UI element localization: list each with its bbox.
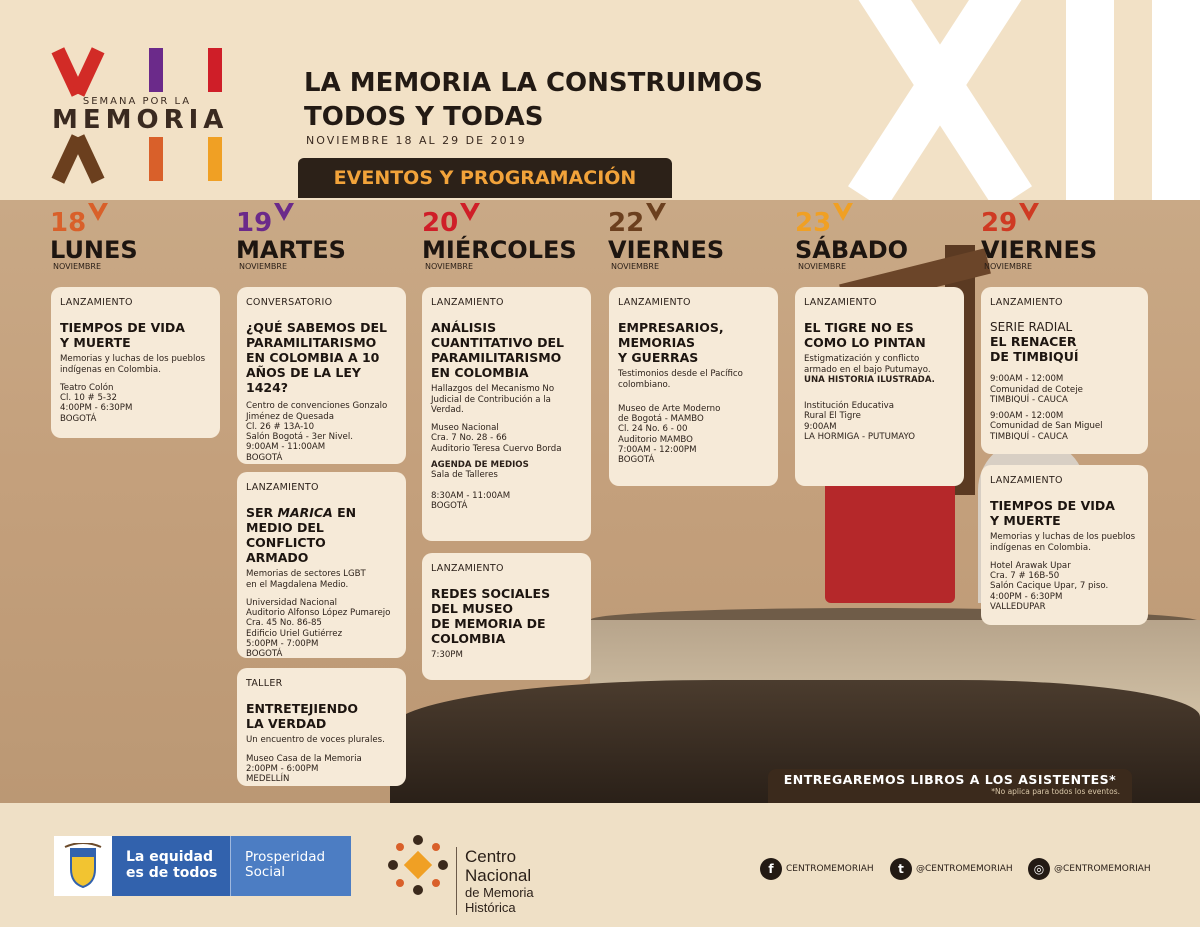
twitter-icon[interactable]: t bbox=[890, 858, 912, 880]
event-title: SER MARICA EN MEDIO DEL CONFLICTO ARMADO bbox=[246, 505, 357, 566]
social-handle[interactable]: CENTROMEMORIAH bbox=[786, 864, 874, 874]
event-type: CONVERSATORIO bbox=[246, 297, 333, 308]
cnmh-logo bbox=[386, 833, 586, 915]
cnmh-name-1: Centro Nacional bbox=[465, 847, 532, 885]
event-card-lunes-1 bbox=[51, 287, 220, 438]
event-location: Teatro Colón Cl. 10 # 5-32 4:00PM - 6:30PM BOGOTÁ bbox=[60, 382, 133, 424]
day-header-29 bbox=[981, 210, 1161, 271]
facebook-icon[interactable]: f bbox=[760, 858, 782, 880]
event-description: Memorias y luchas de los pueblos indígenas en Colombia. bbox=[60, 354, 206, 375]
books-note: *No aplica para todos los eventos. bbox=[991, 787, 1120, 796]
event-description: Un encuentro de voces plurales. bbox=[246, 735, 385, 746]
event-dates: NOVIEMBRE 18 AL 29 DE 2019 bbox=[306, 134, 527, 147]
chevron-v-icon bbox=[459, 203, 481, 221]
chevron-v-icon bbox=[1018, 203, 1040, 221]
books-banner bbox=[768, 769, 1132, 803]
day-name: MARTES bbox=[236, 236, 346, 264]
day-month: NOVIEMBRE bbox=[798, 262, 847, 271]
chevron-v-icon bbox=[273, 203, 295, 221]
event-location: Museo Nacional Cra. 7 No. 28 - 66 Auditorio Teresa Cuervo Borda bbox=[431, 423, 562, 454]
logo-small-text: SEMANA POR LA bbox=[82, 96, 192, 107]
day-name: SÁBADO bbox=[795, 236, 909, 264]
day-month: NOVIEMBRE bbox=[611, 262, 660, 271]
event-type: LANZAMIENTO bbox=[618, 297, 691, 308]
event-type: LANZAMIENTO bbox=[60, 297, 133, 308]
colombia-shield-icon bbox=[54, 836, 112, 896]
day-header-22 bbox=[608, 210, 788, 271]
day-name: LUNES bbox=[50, 236, 138, 264]
event-location: 7:30PM bbox=[431, 650, 463, 661]
event-location: Centro de convenciones Gonzalo Jiménez de Quesada Cl. 26 # 13A-10 Salón Bogotá - 3er Nivel. 9:00AM - 11:00AM BOGOTÁ bbox=[246, 401, 388, 463]
event-location: Universidad Nacional Auditorio Alfonso López Pumarejo Cra. 45 No. 86-85 Edificio Uriel Gutiérrez 5:00PM - 7:00PM BOGOTÁ bbox=[246, 597, 391, 660]
social-facebook[interactable] bbox=[760, 858, 874, 880]
chevron-v-icon bbox=[87, 203, 109, 221]
section-title: EVENTOS Y PROGRAMACIÓN bbox=[298, 158, 672, 198]
event-title: EL TIGRE NO ES COMO LO PINTAN bbox=[804, 320, 926, 351]
day-header-20 bbox=[422, 210, 602, 271]
event-description: Hallazgos del Mecanismo No Judicial de Contribución a la Verdad. bbox=[431, 384, 555, 415]
semana-memoria-logo bbox=[52, 48, 229, 188]
agenda-title: AGENDA DE MEDIOS bbox=[431, 460, 529, 471]
event-title: REDES SOCIALES DEL MUSEO DE MEMORIA DE COLOMBIA bbox=[431, 586, 551, 647]
books-text: ENTREGAREMOS LIBROS A LOS ASISTENTES* bbox=[783, 772, 1117, 787]
title-line-2: TODOS Y TODAS bbox=[304, 102, 544, 132]
social-instagram[interactable] bbox=[1028, 858, 1151, 880]
event-card-martes-2 bbox=[237, 472, 406, 658]
day-number: 23 bbox=[795, 208, 832, 238]
event-type: LANZAMIENTO bbox=[804, 297, 877, 308]
day-name: MIÉRCOLES bbox=[422, 236, 577, 264]
event-card-viernes29-1 bbox=[981, 287, 1148, 454]
event-type: TALLER bbox=[246, 678, 283, 689]
cnmh-emblem-icon bbox=[386, 833, 450, 897]
event-subtype: SERIE RADIAL bbox=[990, 320, 1073, 335]
chevron-v-icon bbox=[645, 203, 667, 221]
event-title: TIEMPOS DE VIDA Y MUERTE bbox=[990, 498, 1115, 529]
logo-memoria-text: MEMORIA bbox=[52, 105, 229, 135]
event-title: ¿QUÉ SABEMOS DEL PARAMILITARISMO EN COLOMBIA A 10 AÑOS DE LA LEY 1424? bbox=[246, 320, 387, 396]
event-card-viernes29-2 bbox=[981, 465, 1148, 625]
roman-numeral-xii bbox=[848, 0, 1200, 200]
event-type: LANZAMIENTO bbox=[246, 482, 319, 493]
social-handle[interactable]: @CENTROMEMORIAH bbox=[916, 864, 1013, 874]
day-month: NOVIEMBRE bbox=[425, 262, 474, 271]
agenda-location: Sala de Talleres 8:30AM - 11:00AM BOGOTÁ bbox=[431, 470, 511, 512]
gov-logo bbox=[54, 836, 351, 896]
event-location: Institución Educativa Rural El Tigre 9:00AM LA HORMIGA - PUTUMAYO bbox=[804, 401, 916, 443]
event-type: LANZAMIENTO bbox=[431, 297, 504, 308]
day-header-19 bbox=[236, 210, 416, 271]
prosperidad-social-text: Prosperidad Social bbox=[230, 836, 351, 896]
day-name: VIERNES bbox=[981, 236, 1098, 264]
page-title bbox=[304, 66, 763, 134]
day-number: 29 bbox=[981, 208, 1018, 238]
event-location: Museo de Arte Moderno de Bogotá - MAMBO Cl. 24 No. 6 - 00 Auditorio MAMBO 7:00AM - 12:00PM BOGOTÁ bbox=[618, 403, 721, 466]
event-location: Museo Casa de la Memoria 2:00PM - 6:00PM MEDELLÍN bbox=[246, 753, 362, 785]
day-number: 18 bbox=[50, 208, 87, 238]
event-card-viernes-1 bbox=[609, 287, 778, 486]
event-location: 9:00AM - 12:00M Comunidad de San Miguel TIMBIQUÍ - CAUCA bbox=[990, 411, 1103, 442]
day-header-18 bbox=[50, 210, 230, 271]
event-card-miercoles-1 bbox=[422, 287, 591, 541]
event-type: LANZAMIENTO bbox=[431, 563, 504, 574]
event-card-martes-1 bbox=[237, 287, 406, 464]
day-month: NOVIEMBRE bbox=[53, 262, 102, 271]
event-type: LANZAMIENTO bbox=[990, 475, 1063, 486]
event-title: EL RENACER DE TIMBIQUÍ bbox=[990, 334, 1079, 365]
event-location: Hotel Arawak Upar Cra. 7 # 16B-50 Salón Cacique Upar, 7 piso. 4:00PM - 6:30PM VALLEDUPAR bbox=[990, 560, 1109, 613]
event-description: Testimonios desde el Pacífico colombiano. bbox=[618, 369, 743, 390]
event-title: TIEMPOS DE VIDA Y MUERTE bbox=[60, 320, 185, 351]
day-header-23 bbox=[795, 210, 975, 271]
event-location: 9:00AM - 12:00M Comunidad de Coteje TIMBIQUÍ - CAUCA bbox=[990, 374, 1083, 405]
title-line-1: LA MEMORIA LA CONSTRUIMOS bbox=[304, 68, 763, 98]
event-description-bold: UNA HISTORIA ILUSTRADA. bbox=[804, 374, 935, 385]
footer bbox=[0, 803, 1200, 927]
event-card-miercoles-2 bbox=[422, 553, 591, 680]
cnmh-name-2: de Memoria Histórica bbox=[465, 885, 534, 915]
day-number: 19 bbox=[236, 208, 273, 238]
instagram-icon[interactable]: ◎ bbox=[1028, 858, 1050, 880]
event-title: ENTRETEJIENDO LA VERDAD bbox=[246, 701, 359, 732]
day-number: 22 bbox=[608, 208, 645, 238]
social-twitter[interactable] bbox=[890, 858, 1013, 880]
day-name: VIERNES bbox=[608, 236, 725, 264]
event-description: Memorias y luchas de los pueblos indígenas en Colombia. bbox=[990, 532, 1136, 553]
day-number: 20 bbox=[422, 208, 459, 238]
event-card-sabado-1 bbox=[795, 287, 964, 486]
chevron-v-icon bbox=[832, 203, 854, 221]
social-handle[interactable]: @CENTROMEMORIAH bbox=[1054, 864, 1151, 874]
day-month: NOVIEMBRE bbox=[239, 262, 288, 271]
event-title: ANÁLISIS CUANTITATIVO DEL PARAMILITARISMO EN COLOMBIA bbox=[431, 320, 565, 381]
event-type: LANZAMIENTO bbox=[990, 297, 1063, 308]
header bbox=[0, 0, 1200, 200]
event-title: EMPRESARIOS, MEMORIAS Y GUERRAS bbox=[618, 320, 724, 366]
event-description: Memorias de sectores LGBT en el Magdalena Medio. bbox=[246, 569, 366, 590]
day-month: NOVIEMBRE bbox=[984, 262, 1033, 271]
equidad-text: La equidad es de todos bbox=[112, 836, 230, 896]
event-card-martes-3 bbox=[237, 668, 406, 786]
event-description: Estigmatización y conflicto armado en el bajo Putumayo. bbox=[804, 354, 931, 375]
